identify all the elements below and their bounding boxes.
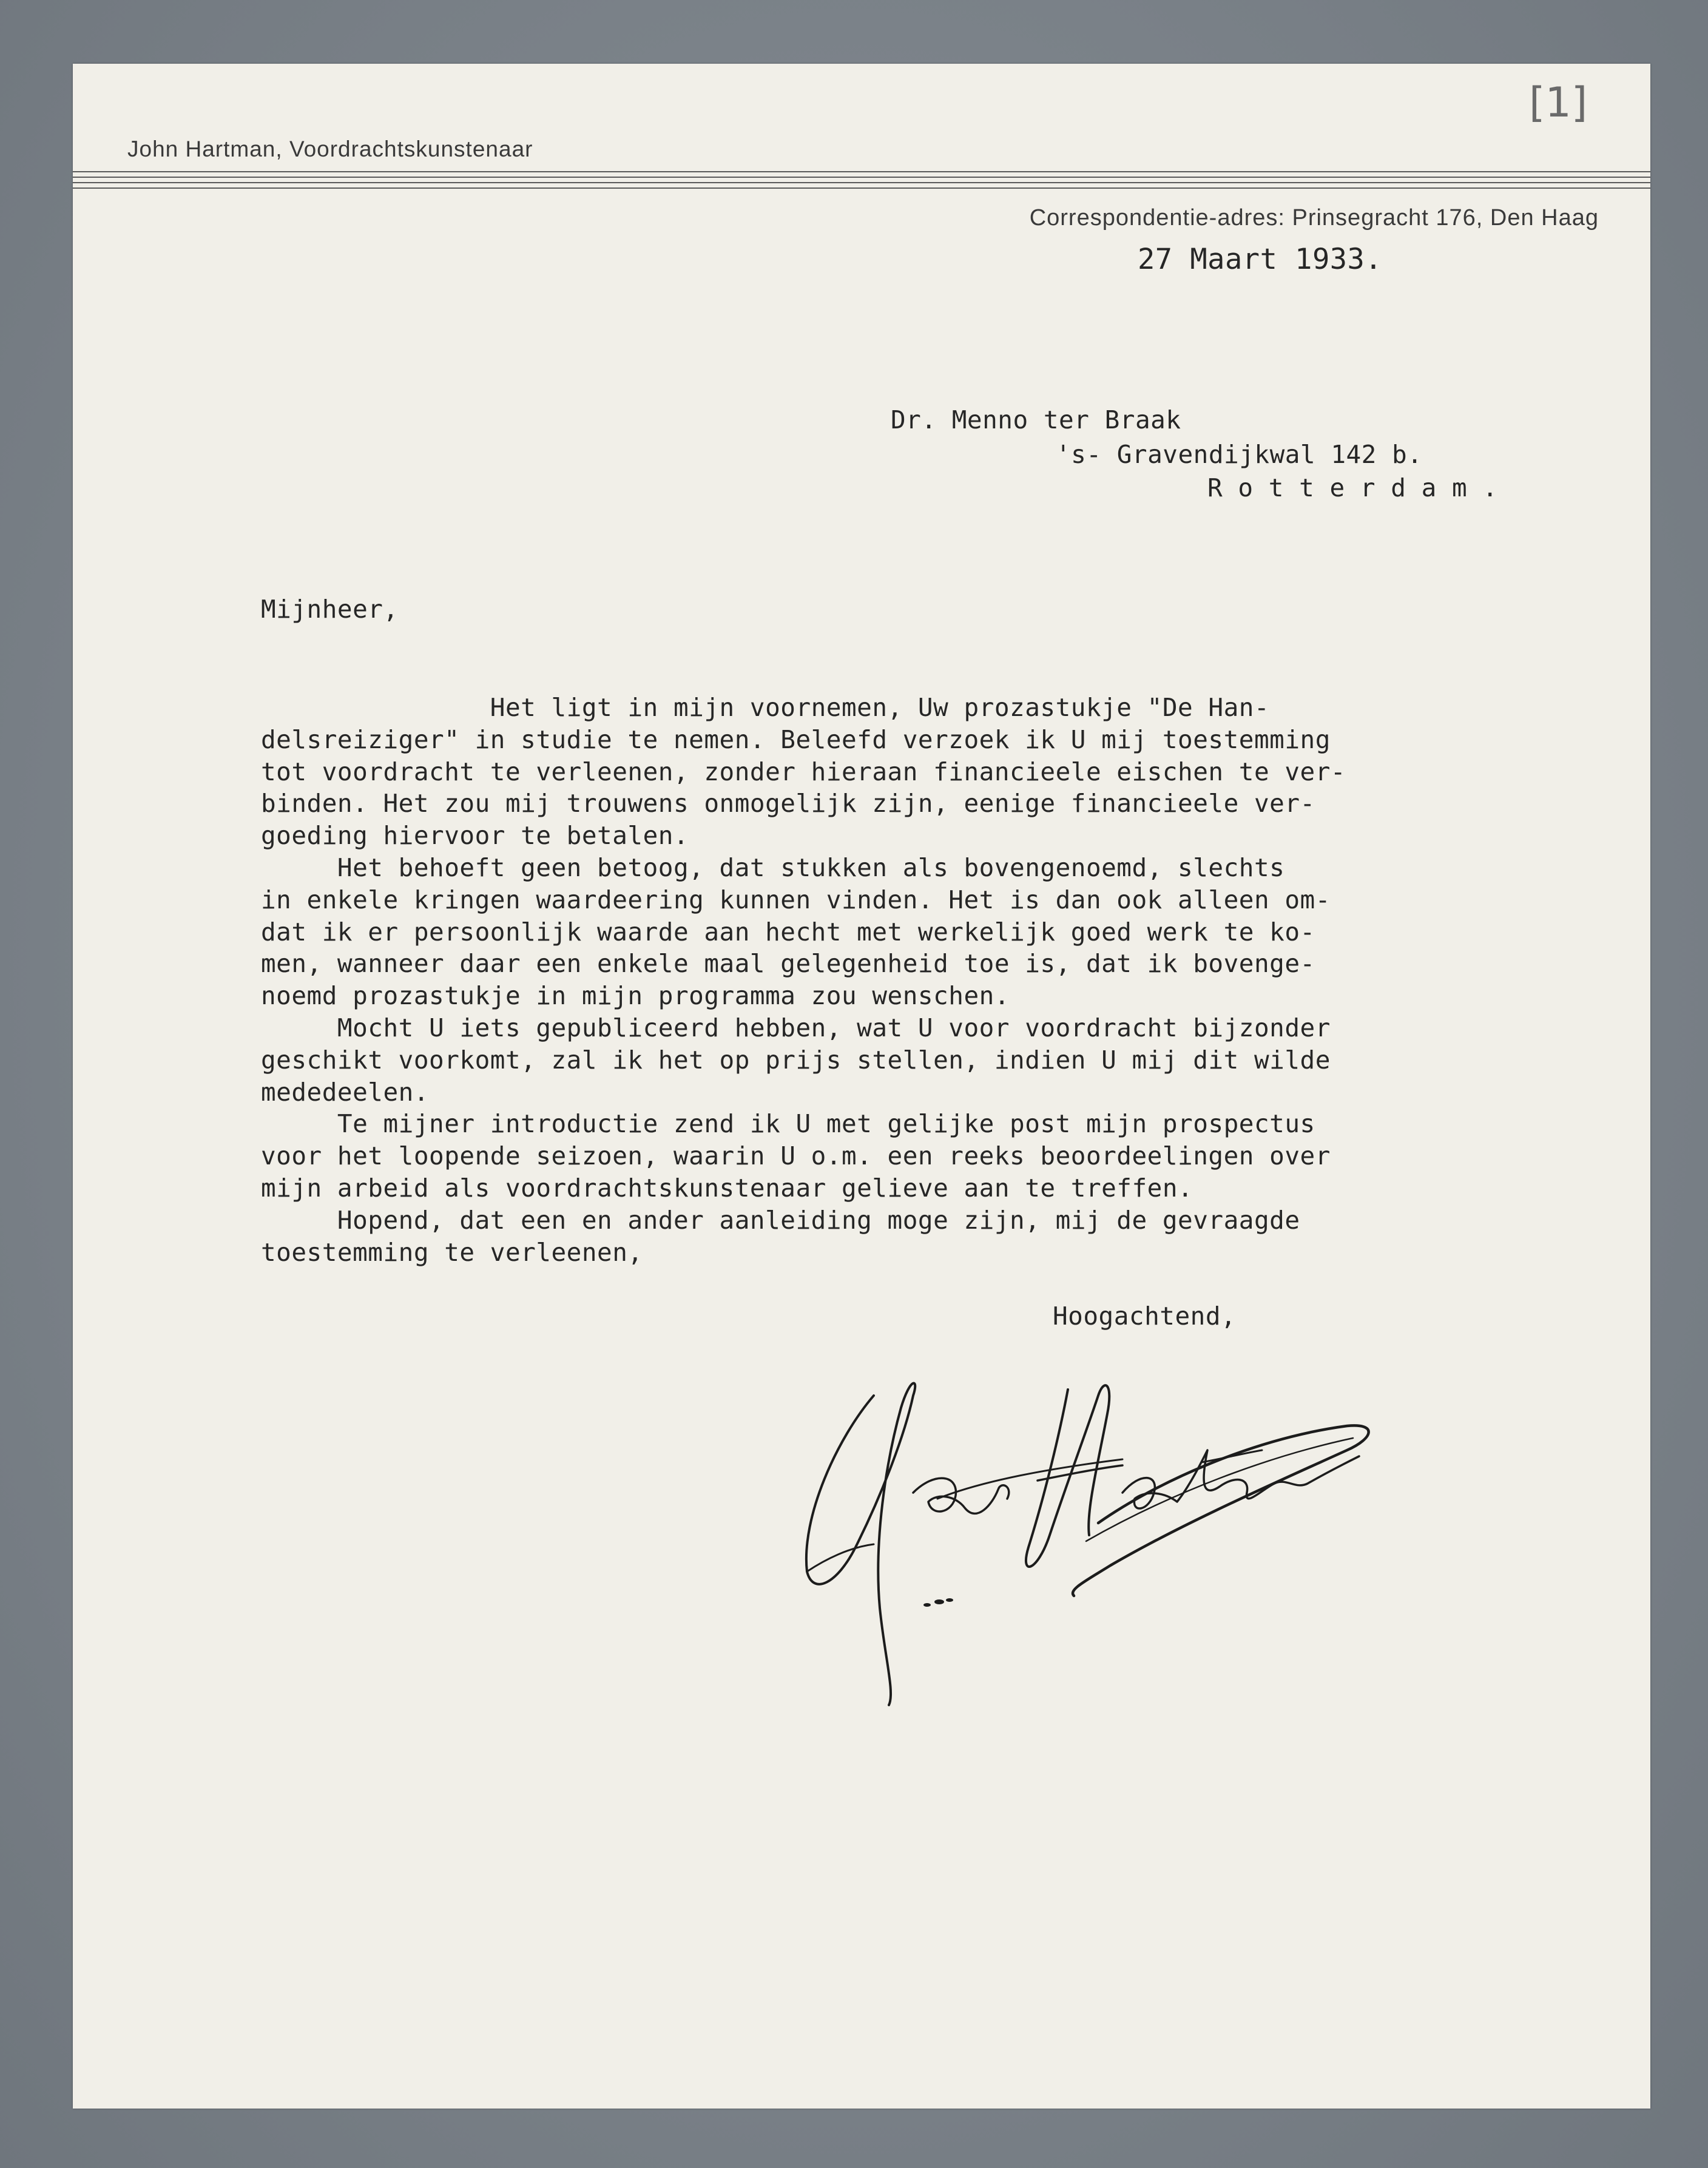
recipient-city: R o t t e r d a m . (1207, 473, 1498, 502)
body-line: men, wanneer daar een enkele maal gelegenheid toe is, dat ik bovenge- (261, 949, 1315, 979)
recipient-street: 's- Gravendijkwal 142 b. (1056, 440, 1423, 469)
body-line: goeding hiervoor te betalen. (261, 821, 689, 851)
recipient-name: Dr. Menno ter Braak (891, 405, 1181, 434)
body-line: Hopend, dat een en ander aanleiding moge zijn, mij de gevraagde (261, 1205, 1300, 1235)
rule-line (73, 182, 1650, 183)
body-line: dat ik er persoonlijk waarde aan hecht met werkelijk goed werk te ko- (261, 917, 1315, 947)
closing: Hoogachtend, (1053, 1302, 1237, 1331)
rule-line (73, 171, 1650, 172)
body-line: Het behoeft geen betoog, dat stukken als bovengenoemd, slechts (261, 853, 1285, 882)
rule-line (73, 177, 1650, 178)
body-line: in enkele kringen waardeering kunnen vinden. Het is dan ook alleen om- (261, 885, 1331, 914)
letterhead-rules (73, 171, 1650, 195)
body-line: voor het loopende seizoen, waarin U o.m. een reeks beoordeelingen over (261, 1141, 1331, 1171)
handwritten-signature (783, 1341, 1377, 1729)
body-line: tot voordracht te verleenen, zonder hieraan financieele eischen te ver- (261, 757, 1346, 786)
rule-line (73, 187, 1650, 189)
body-line: Te mijner introductie zend ik U met gelijke post mijn prospectus (261, 1109, 1315, 1139)
body-line: mededeelen. (261, 1077, 430, 1107)
letter-date: 27 Maart 1933. (1138, 243, 1383, 276)
body-line: Mocht U iets gepubliceerd hebben, wat U voor voordracht bijzonder (261, 1013, 1331, 1042)
letter-body (261, 692, 1346, 1268)
body-line: Het ligt in mijn voornemen, Uw prozastukje "De Han- (261, 693, 1270, 722)
body-line: toestemming te verleenen, (261, 1237, 643, 1267)
body-line: geschikt voorkomt, zal ik het op prijs stellen, indien U mij dit wilde (261, 1045, 1331, 1075)
archive-number-mark: [1] (1529, 79, 1588, 127)
correspondence-address: Correspondentie-adres: Prinsegracht 176, Den Haag (1029, 205, 1599, 231)
letterhead-name: John Hartman, Voordrachtskunstenaar (127, 137, 533, 161)
body-line: mijn arbeid als voordrachtskunstenaar gelieve aan te treffen. (261, 1173, 1193, 1203)
body-line: noemd prozastukje in mijn programma zou wenschen. (261, 981, 1010, 1011)
salutation: Mijnheer, (261, 595, 399, 624)
body-line: binden. Het zou mij trouwens onmogelijk zijn, eenige financieele ver- (261, 789, 1315, 819)
body-line: delsreiziger" in studie te nemen. Beleefd verzoek ik U mij toestemming (261, 724, 1331, 754)
